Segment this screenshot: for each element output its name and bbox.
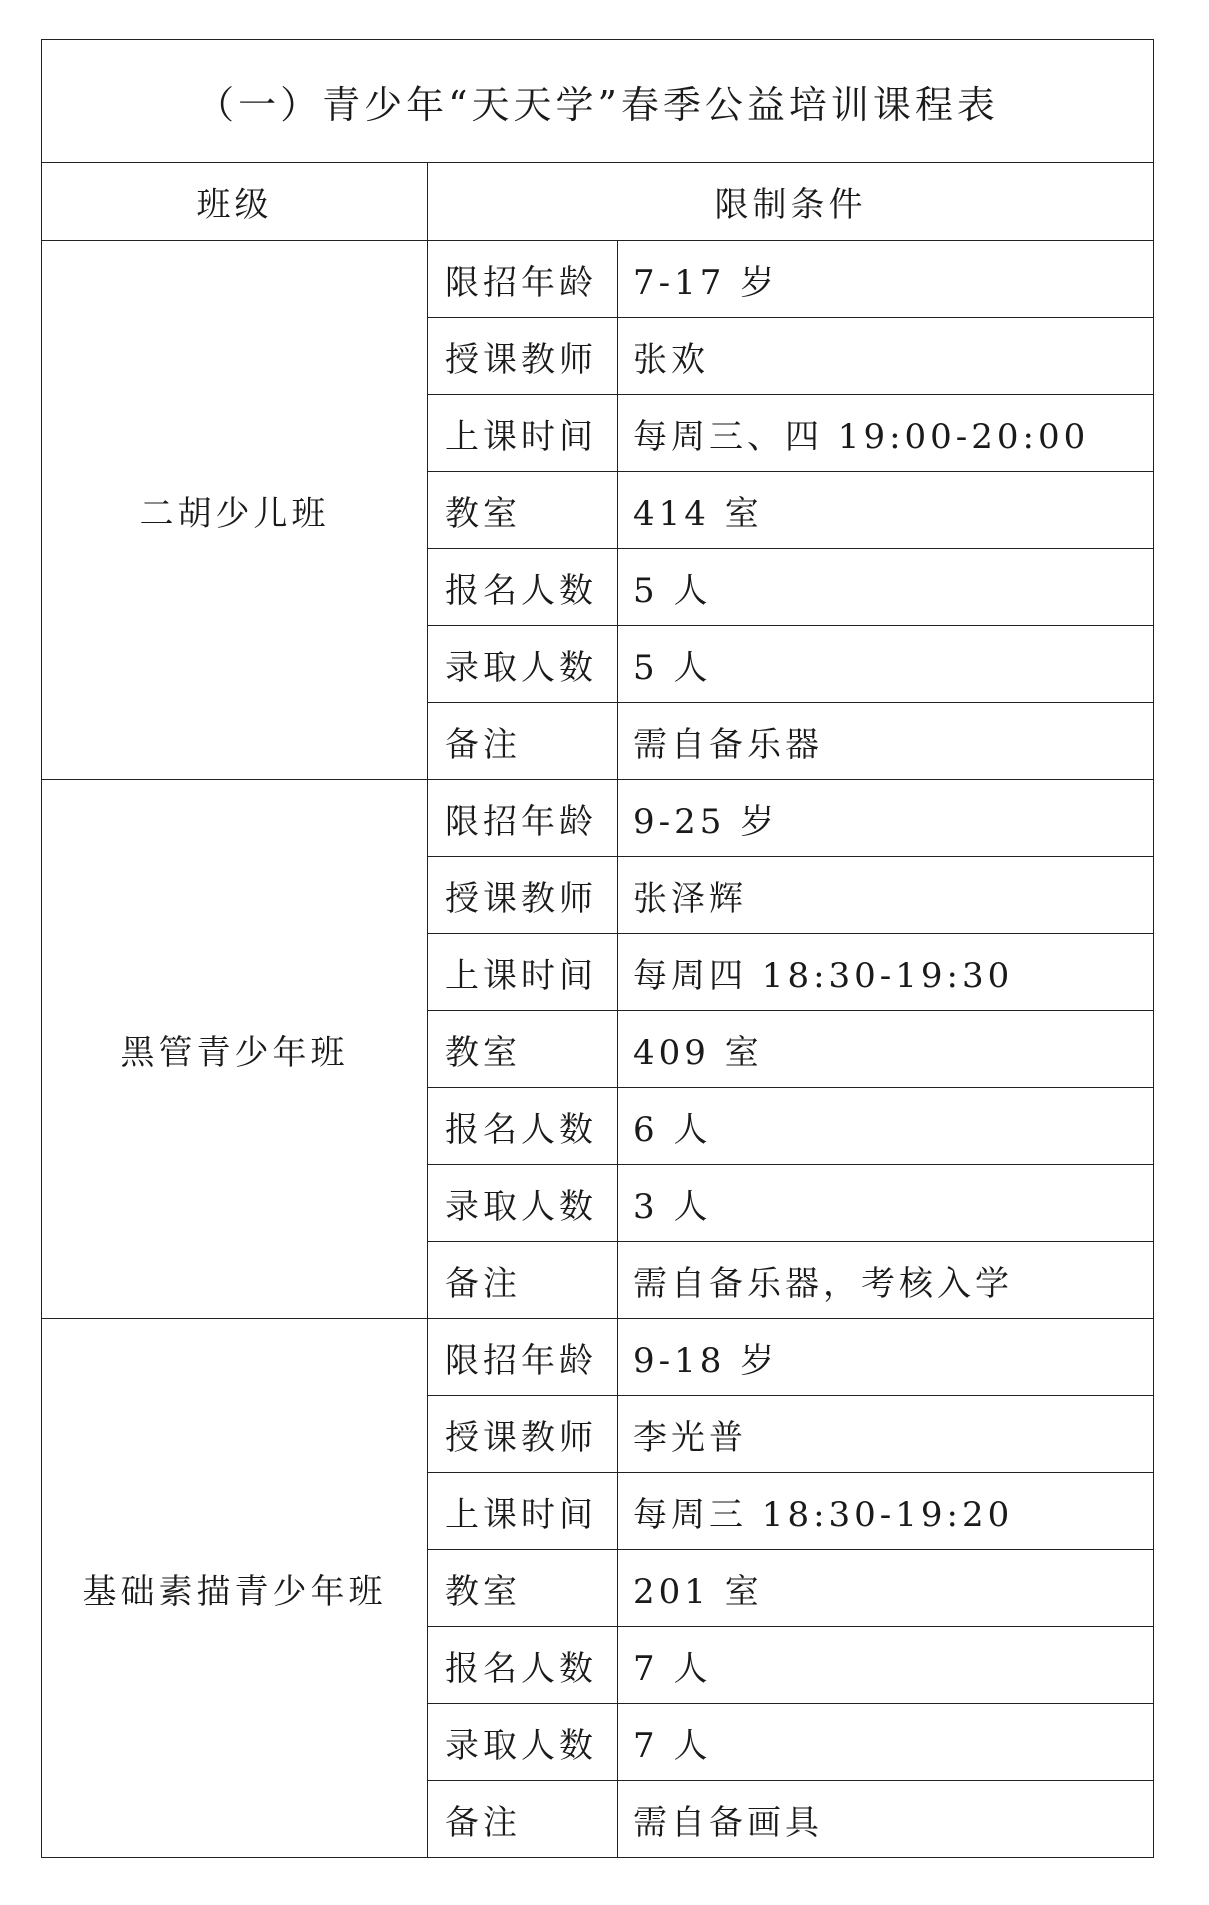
header-class: 班级 xyxy=(42,163,428,241)
field-label: 备注 xyxy=(428,703,618,780)
table-row xyxy=(42,780,1154,857)
class-name: 二胡少儿班 xyxy=(42,241,428,780)
field-value: 7-17 岁 xyxy=(618,241,1154,318)
field-label: 上课时间 xyxy=(428,934,618,1011)
field-value: 3 人 xyxy=(618,1165,1154,1242)
header-conditions: 限制条件 xyxy=(428,163,1154,241)
field-value: 需自备乐器 xyxy=(618,703,1154,780)
field-value: 414 室 xyxy=(618,472,1154,549)
field-value: 张欢 xyxy=(618,318,1154,395)
field-value: 需自备乐器，考核入学 xyxy=(618,1242,1154,1319)
field-label: 录取人数 xyxy=(428,626,618,703)
field-label: 教室 xyxy=(428,1550,618,1627)
field-value: 7 人 xyxy=(618,1627,1154,1704)
field-label: 限招年龄 xyxy=(428,780,618,857)
field-value: 9-25 岁 xyxy=(618,780,1154,857)
title-row xyxy=(42,40,1154,163)
field-label: 上课时间 xyxy=(428,1473,618,1550)
field-value: 每周四 18:30-19:30 xyxy=(618,934,1154,1011)
field-value: 张泽辉 xyxy=(618,857,1154,934)
table-row xyxy=(42,241,1154,318)
field-label: 报名人数 xyxy=(428,549,618,626)
field-label: 授课教师 xyxy=(428,1396,618,1473)
field-label: 教室 xyxy=(428,472,618,549)
field-label: 教室 xyxy=(428,1011,618,1088)
field-label: 限招年龄 xyxy=(428,1319,618,1396)
field-label: 授课教师 xyxy=(428,857,618,934)
field-label: 备注 xyxy=(428,1781,618,1858)
field-value: 409 室 xyxy=(618,1011,1154,1088)
field-value: 每周三 18:30-19:20 xyxy=(618,1473,1154,1550)
field-value: 7 人 xyxy=(618,1704,1154,1781)
field-label: 上课时间 xyxy=(428,395,618,472)
class-name: 黑管青少年班 xyxy=(42,780,428,1319)
field-label: 备注 xyxy=(428,1242,618,1319)
course-schedule-table xyxy=(41,39,1154,1858)
field-value: 9-18 岁 xyxy=(618,1319,1154,1396)
field-value: 每周三、四 19:00-20:00 xyxy=(618,395,1154,472)
header-row xyxy=(42,163,1154,241)
field-value: 5 人 xyxy=(618,626,1154,703)
field-value: 李光普 xyxy=(618,1396,1154,1473)
field-label: 报名人数 xyxy=(428,1088,618,1165)
field-value: 5 人 xyxy=(618,549,1154,626)
field-value: 6 人 xyxy=(618,1088,1154,1165)
field-value: 201 室 xyxy=(618,1550,1154,1627)
class-name: 基础素描青少年班 xyxy=(42,1319,428,1858)
field-label: 报名人数 xyxy=(428,1627,618,1704)
field-label: 限招年龄 xyxy=(428,241,618,318)
field-value: 需自备画具 xyxy=(618,1781,1154,1858)
field-label: 授课教师 xyxy=(428,318,618,395)
field-label: 录取人数 xyxy=(428,1165,618,1242)
page-title: （一）青少年“天天学”春季公益培训课程表 xyxy=(42,40,1154,163)
field-label: 录取人数 xyxy=(428,1704,618,1781)
table-row xyxy=(42,1319,1154,1396)
